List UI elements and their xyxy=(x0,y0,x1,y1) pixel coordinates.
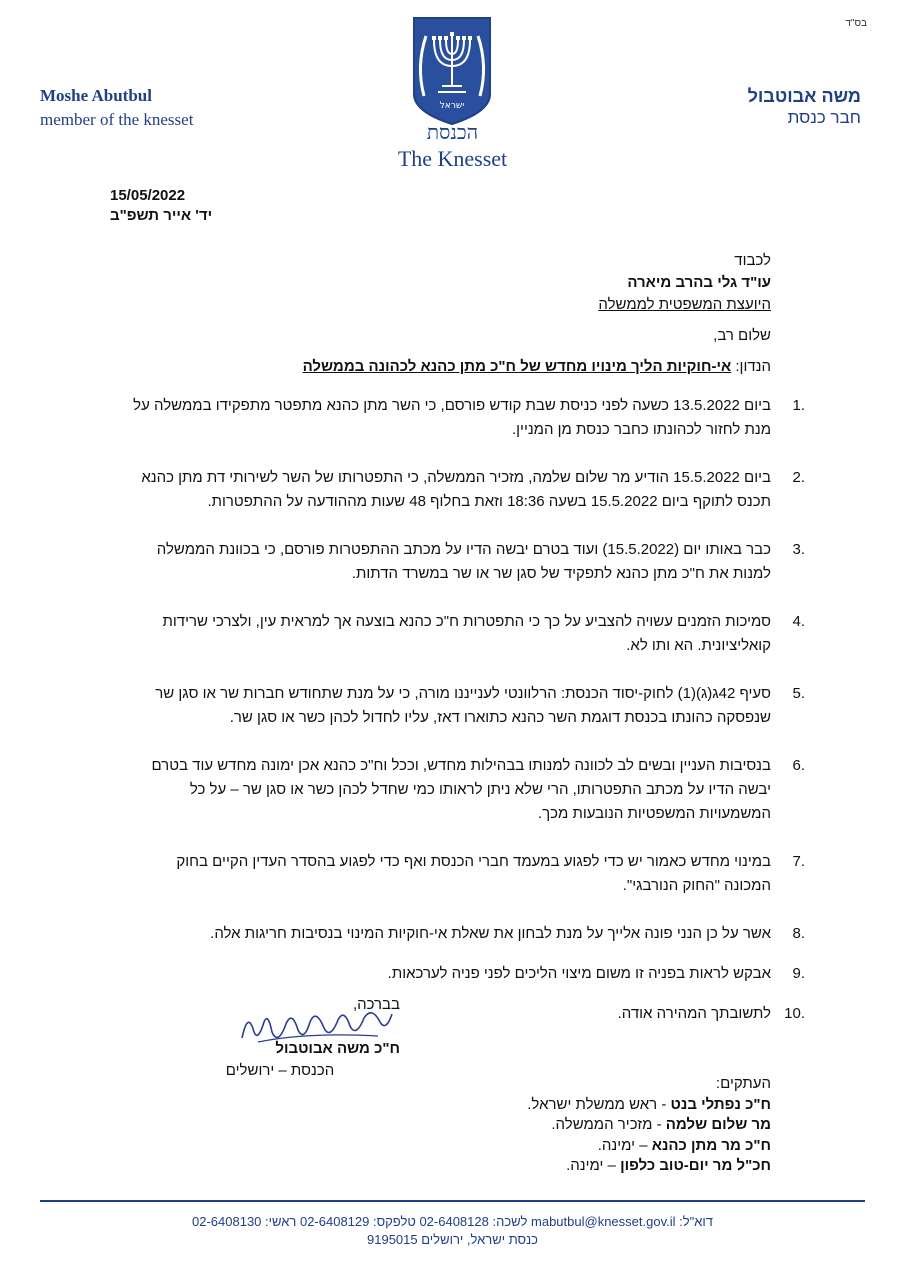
footer-address: כנסת ישראל, ירושלים 9195015 xyxy=(367,1232,538,1247)
paragraph-text: ביום 15.5.2022 הודיע מר שלום שלמה, מזכיר הממשלה, כי התפטרותו של השר לשירותי דת מתן כהנא תכנס לתוקף ביום 15.5.2022 בשעה 18:36 וזאת בחלוף 48 שעות מההודעה על ההתפטרות. xyxy=(141,469,771,510)
paragraph-1 xyxy=(131,394,805,442)
paragraph-5 xyxy=(131,682,805,730)
copies-label: העתקים: xyxy=(715,1075,771,1092)
paragraph-number: 3. xyxy=(792,541,805,558)
paragraph-text: לתשובתך המהירה אודה. xyxy=(617,1005,771,1022)
letter-body xyxy=(131,394,805,1026)
subject-label: הנדון: xyxy=(735,358,771,375)
signature-name: ח"כ משה אבוטבול xyxy=(275,1040,400,1057)
signature-block xyxy=(160,994,400,1082)
copy-name: ח"כ מר מתן כהנא xyxy=(651,1136,771,1154)
copy-name: ח"כ נפתלי בנט xyxy=(670,1095,771,1113)
mk-role-hebrew: חבר כנסת xyxy=(787,108,861,127)
signature-closing: בברכה, xyxy=(352,996,400,1013)
paragraph-7 xyxy=(131,850,805,898)
paragraph-4 xyxy=(131,610,805,658)
footer-divider xyxy=(40,1200,865,1202)
paragraph-number: 8. xyxy=(792,925,805,942)
paragraph-text: אשר על כן הנני פונה אלייך על מנת לבחון את שאלת אי-חוקיות המינוי בנסיבות חריגות אלה. xyxy=(210,925,771,942)
copy-recipient-1 xyxy=(211,1095,771,1116)
paragraph-number: 7. xyxy=(792,853,805,870)
paragraph-9 xyxy=(131,962,805,986)
date-hebrew: יד' אייר תשפ"ב xyxy=(110,207,213,224)
paragraph-text: סמיכות הזמנים עשויה להצביע על כך כי התפטרות ח"כ כהנא בוצעה אך למראית עין, ולצרכי שרידות קואליציונית. הא ותו לא. xyxy=(162,613,771,654)
copy-name: מר שלום שלמה xyxy=(665,1116,771,1133)
mk-name-english: Moshe Abutbul xyxy=(40,86,152,105)
paragraph-text: כבר באותו יום (15.5.2022) ועוד בטרם יבשה הדיו על מכתב ההתפטרות פורסם, כי בכוונת הממשלה למנות את ח"כ מתן כהנא לתפקיד של סגן שר או שר במשרד הדתות. xyxy=(156,541,771,582)
mk-name-hebrew: משה אבוטבול xyxy=(747,86,861,106)
copy-role: - מזכיר הממשלה. xyxy=(551,1116,662,1133)
date-gregorian: 15/05/2022 xyxy=(110,187,186,204)
paragraph-number: 5. xyxy=(792,685,805,702)
recipient-to: לכבוד xyxy=(734,252,771,269)
paragraph-number: 2. xyxy=(792,469,805,486)
recipient-title: היועצת המשפטית לממשלה xyxy=(598,296,771,313)
copy-role: – ימינה. xyxy=(597,1136,648,1154)
emblem-caption: ישראל xyxy=(439,101,465,111)
mk-role-english: member of the knesset xyxy=(40,110,194,129)
knesset-emblem-logo xyxy=(410,16,494,128)
recipient-block xyxy=(291,250,771,316)
subject-line xyxy=(131,358,771,375)
copy-recipient-3 xyxy=(211,1136,771,1157)
paragraph-text: אבקש לראות בפניה זו משום מיצוי הליכים לפני פניה לערכאות. xyxy=(387,965,771,982)
knesset-name-hebrew: הכנסת xyxy=(426,122,479,144)
paragraph-text: בנסיבות העניין ובשים לב לכוונה למנותו בבהילות מחדש, וככל וח"כ כהנא אכן ימונה מחדש עוד בטרם יבשה הדיו על מכתב התפטרותו, הרי שלא ניתן לראותו כמי שחדל לכהן כשר או סגן שר – על כל המשמעויות המשפטיות הנובעות מכך. xyxy=(151,757,771,822)
recipient-name: עו"ד גלי בהרב מיארה xyxy=(627,274,771,291)
greeting: שלום רב, xyxy=(713,327,771,344)
paragraph-number: 4. xyxy=(792,613,805,630)
footer-contact: דוא"ל: mabutbul@knesset.gov.il לשכה: 02-6408128 טלפקס: 02-6408129 ראשי: 02-6408130 xyxy=(192,1214,713,1229)
paragraph-number: 1. xyxy=(792,397,805,414)
subject-text: אי-חוקיות הליך מינויו מחדש של ח"כ מתן כהנא לכהונה בממשלה xyxy=(302,358,732,375)
paragraph-text: במינוי מחדש כאמור יש כדי לפגוע במעמד חברי הכנסת ואף כדי לפגוע בהסדר העדין הקיים בחוק המכונה "החוק הנורבגי". xyxy=(176,853,771,894)
paragraph-number: 6. xyxy=(792,757,805,774)
paragraph-number: 10. xyxy=(784,1005,805,1022)
knesset-name-english: The Knesset xyxy=(397,146,508,171)
signature-place: הכנסת – ירושלים xyxy=(225,1062,335,1079)
paragraph-8 xyxy=(131,922,805,946)
paragraph-6 xyxy=(131,754,805,826)
copy-role: - ראש ממשלת ישראל. xyxy=(527,1095,667,1113)
bsd-mark: בס"ד xyxy=(845,18,867,29)
copy-recipient-4 xyxy=(211,1156,771,1177)
paragraph-text: סעיף 42ג(ג)(1) לחוק-יסוד הכנסת: הרלוונטי לענייננו מורה, כי על מנת שתחודש חברות שר או סגן שר שנפסקה כהונתו בכנסת דוגמת השר כהנא כתוארו דאז, עליו לחדול לכהן כשר או סגן שר. xyxy=(155,685,771,726)
paragraph-2 xyxy=(131,466,805,514)
copy-name: חכ"ל מר יום-טוב כלפון xyxy=(620,1157,771,1174)
copy-role: – ימינה. xyxy=(566,1157,616,1174)
copies-block xyxy=(211,1074,771,1177)
paragraph-number: 9. xyxy=(792,965,805,982)
paragraph-text: ביום 13.5.2022 כשעה לפני כניסת שבת קודש פורסם, כי השר מתן כהנא מתפטר מתפקידו בממשלה על מנת לחזור לכהונתו כחבר כנסת מן המניין. xyxy=(133,397,771,438)
paragraph-3 xyxy=(131,538,805,586)
copy-recipient-2 xyxy=(211,1115,771,1136)
